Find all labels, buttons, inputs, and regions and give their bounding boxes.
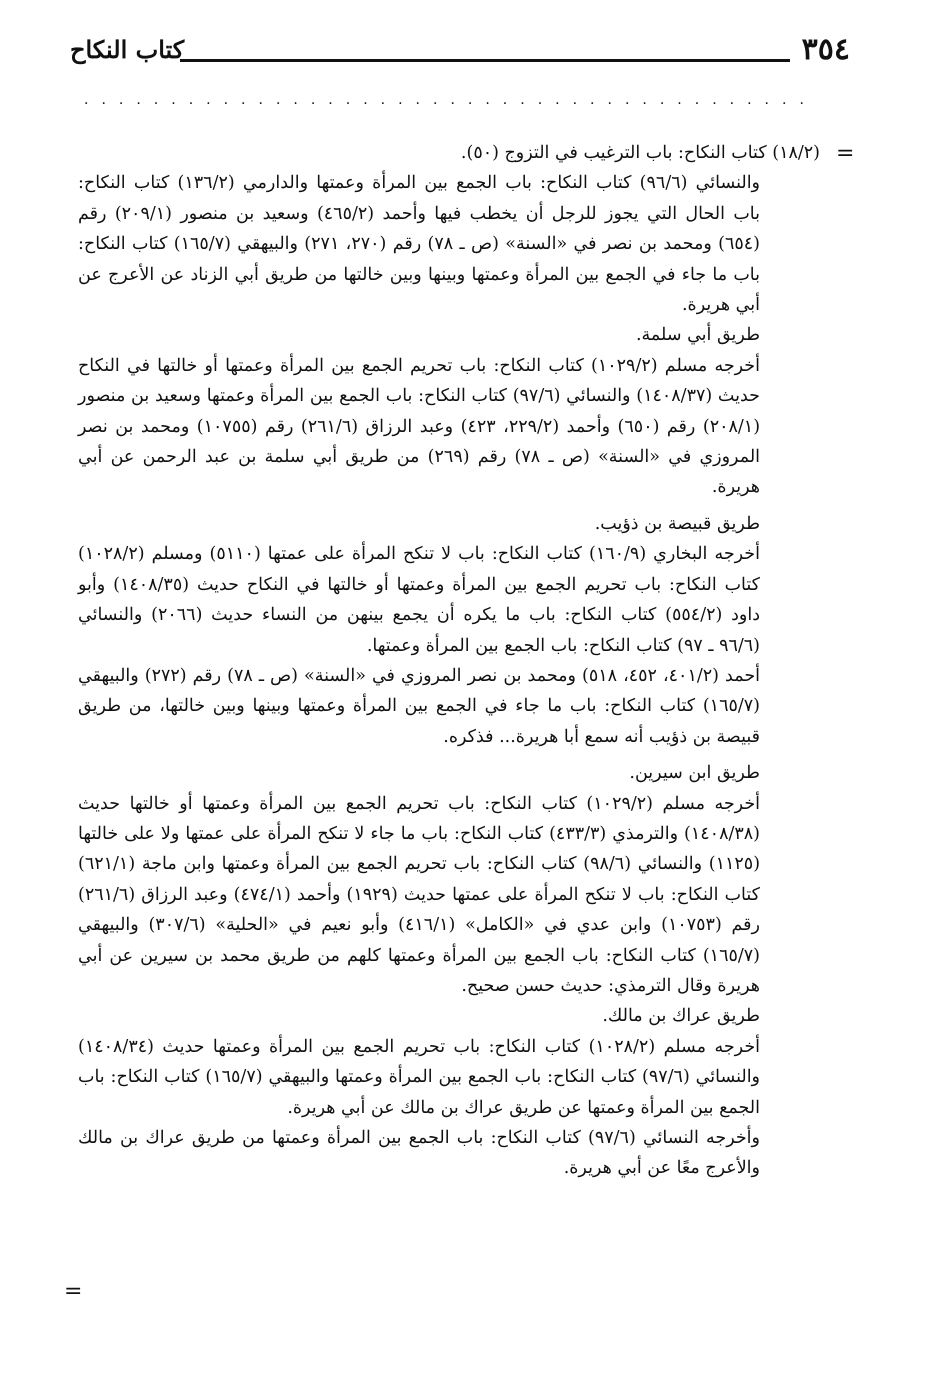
page-header (70, 30, 850, 74)
route-heading: طريق عراك بن مالك. (602, 1006, 760, 1027)
dotted-separator: .......................................... (84, 92, 817, 108)
running-title: كتاب النكاح (70, 35, 185, 64)
route-heading: طريق قبيصة بن ذؤيب. (594, 513, 760, 534)
footnote-paragraph: والنسائي (٩٦/٦) كتاب النكاح: باب الجمع بين المرأة وعمتها والدارمي (١٣٦/٢) كتاب النكاح: باب الحال التي يجوز للرجل أن يخطب فيها وأحمد (٤٦٥/٢) وسعيد بن منصور (٢٠٩/١) رقم (٦٥٤) ومحمد بن نصر في «السنة» (ص ـ ٧٨) رقم (٢٧٠، ٢٧١) والبيهقي (١٦٥/٧) كتاب النكاح: باب ما جاء في الجمع بين المرأة وعمتها وبينها وبين خالتها من طريق أبي الزناد عن الأعرج عن أبي هريرة. (78, 173, 761, 316)
route-heading: طريق أبي سلمة. (635, 325, 760, 346)
page-number: ٣٥٤ (801, 32, 850, 67)
continuation-mark-bottom: = (64, 1279, 83, 1304)
continuation-mark-top: = (836, 141, 855, 166)
footnote-paragraph: وأخرجه النسائي (٩٧/٦) كتاب النكاح: باب الجمع بين المرأة وعمتها من طريق عراك بن مالك والأعرج معًا عن أبي هريرة. (78, 1128, 760, 1179)
footnote-paragraph: أخرجه مسلم (١٠٢٩/٢) كتاب النكاح: باب تحريم الجمع بين المرأة وعمتها أو خالتها في النكاح حديث (١٤٠٨/٣٧) والنسائي (٩٧/٦) كتاب النكاح: باب الجمع بين المرأة وعمتها وسعيد بن منصور (٢٠٨/١) رقم (٦٥٠) وأحمد (٢٢٩/٢، ٤٢٣) وعبد الرزاق (٢٦١/٦) رقم (١٠٧٥٥) ومحمد بن نصر المروزي في «السنة» (ص ـ ٧٨) رقم (٢٦٩) من طريق أبي سلمة بن عبد الرحمن عن أبي هريرة. (78, 355, 761, 498)
footnote-paragraph: أخرجه مسلم (١٠٢٨/٢) كتاب النكاح: باب تحريم الجمع بين المرأة وعمتها حديث (١٤٠٨/٣٤) والنسائي (٩٧/٦) كتاب النكاح: باب الجمع بين المرأة وعمتها والبيهقي (١٦٥/٧) كتاب النكاح: باب الجمع بين المرأة وعمتها عن طريق عراك بن مالك عن أبي هريرة. (78, 1036, 761, 1118)
footnote-paragraph: أحمد (٤٠١/٢، ٤٥٢، ٥١٨) ومحمد بن نصر المروزي في «السنة» (ص ـ ٧٨) رقم (٢٧٢) والبيهقي (١٦٥/٧) كتاب النكاح: باب ما جاء في الجمع بين المرأة وعمتها وبينها وبين خالتها، من طريق قبيصة بن ذؤيب أنه سمع أبا هريرة... فذكره. (78, 665, 761, 747)
header-rule (180, 59, 790, 62)
footnote-paragraph: أخرجه البخاري (١٦٠/٩) كتاب النكاح: باب لا تنكح المرأة على عمتها (٥١١٠) ومسلم (١٠٢٨/٢) كتاب النكاح: باب تحريم الجمع بين المرأة وعمتها أو خالتها في النكاح حديث (١٤٠٨/٣٥) وأبو داود (٥٥٤/٢) كتاب النكاح: باب ما يكره أن يجمع بينهن من النساء حديث (٢٠٦٦) والنسائي (٩٦/٦ ـ ٩٧) كتاب النكاح: باب الجمع بين المرأة وعمتها. (78, 544, 761, 656)
footnotes-body (78, 138, 820, 1308)
footnote-paragraph: أخرجه مسلم (١٠٢٩/٢) كتاب النكاح: باب تحريم الجمع بين المرأة وعمتها أو خالتها حديث (١٤٠٨/٣٨) والترمذي (٤٣٣/٣) كتاب النكاح: باب ما جاء لا تنكح المرأة على عمتها ولا على خالتها (١١٢٥) والنسائي (٩٨/٦) كتاب النكاح: باب تحريم الجمع بين المرأة وعمتها وابن ماجة (٦٢١/١) كتاب النكاح: باب لا تنكح المرأة على عمتها حديث (١٩٢٩) وأحمد (٤٧٤/١) وعبد الرزاق (٢٦١/٦) رقم (١٠٧٥٣) وابن عدي في «الكامل» (٤١٦/١) وأبو نعيم في «الحلية» (٣٠٧/٦) والبيهقي (١٦٥/٧) كتاب النكاح: باب الجمع بين المرأة وعمتها كلهم من طريق محمد بن سيرين عن أبي هريرة وقال الترمذي: حديث حسن صحيح. (78, 793, 761, 996)
route-heading: طريق ابن سيرين. (629, 763, 760, 784)
footnote-paragraph: (١٨/٢) كتاب النكاح: باب الترغيب في التزوج (٥٠). (460, 143, 820, 163)
